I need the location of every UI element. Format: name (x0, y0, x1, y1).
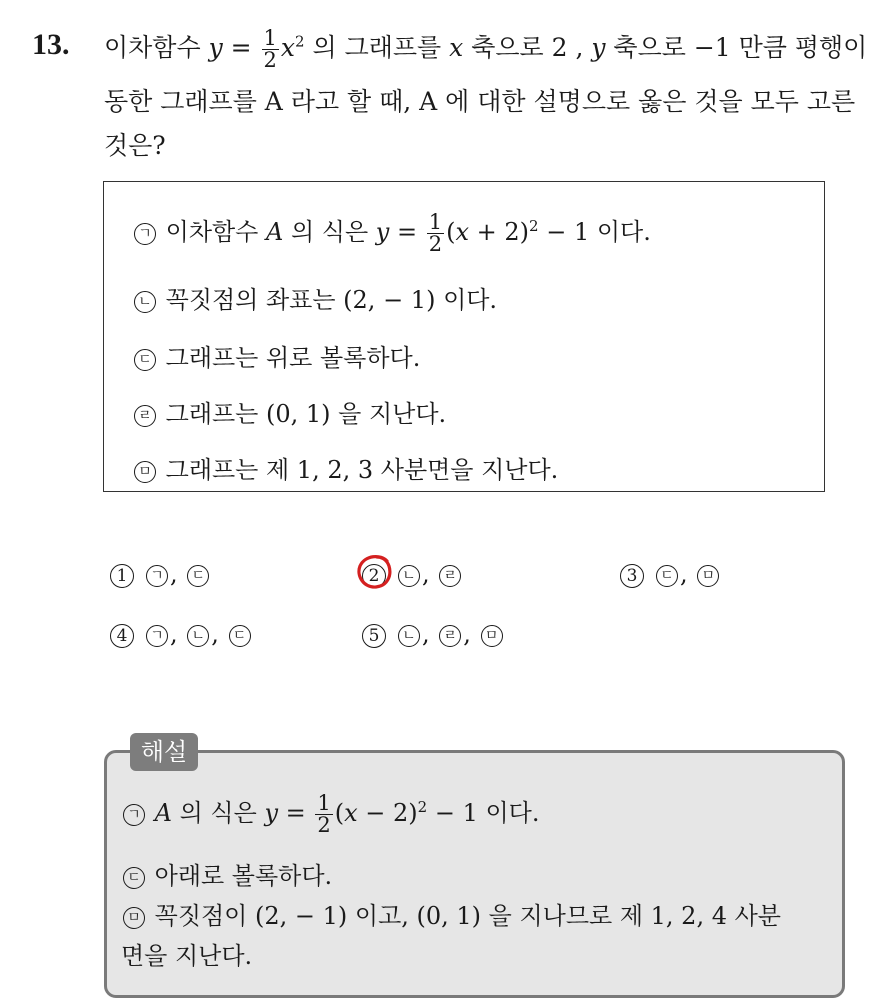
marker-circle: ㄷ (134, 349, 156, 371)
condition-4: ㄹ 그래프는 (0, 1) 을 지난다. (132, 394, 446, 429)
solution-box (104, 750, 845, 998)
question-line-1: 이차함수 y = $\frac{1}{2}$ $x^2$ 의 그래프를 x 축으로 2 , y 축으로 −1 만큼 평행이 (104, 26, 868, 72)
marker-circle: ㄱ (134, 223, 156, 245)
solution-line-2: ㄷ 아래로 볼록하다. (121, 856, 332, 891)
condition-5: ㅁ 그래프는 제 1, 2, 3 사분면을 지난다. (132, 450, 558, 485)
condition-2: ㄴ 꼭짓점의 좌표는 (2, − 1) 이다. (132, 280, 497, 315)
fraction-one-half: $\frac{1}{2}$ (317, 791, 331, 837)
choice-2[interactable]: 2 ㄴ , ㄹ (362, 560, 463, 588)
solution-tag: 해설 (130, 733, 198, 771)
fraction-one-half: $\frac{1}{2}$ (428, 210, 443, 256)
fraction-one-half: $\frac{1}{2}$ (263, 26, 277, 72)
choice-5[interactable]: 5 ㄴ , ㄹ , ㅁ (362, 620, 505, 648)
marker-circle: ㅁ (134, 461, 156, 483)
marker-circle: ㄴ (134, 291, 156, 313)
question-number: 13. (32, 28, 70, 61)
answer-mark-icon (355, 552, 395, 592)
choice-4[interactable]: 4 ㄱ , ㄴ , ㄷ (110, 620, 253, 648)
question-line-2: 동한 그래프를 A 라고 할 때, A 에 대한 설명으로 옳은 것을 모두 고른 (104, 87, 856, 116)
choice-1[interactable]: 1 ㄱ , ㄷ (110, 560, 211, 588)
solution-line-4: 면을 지난다. (121, 942, 253, 970)
question-line-3: 것은? (104, 131, 166, 160)
condition-3: ㄷ 그래프는 위로 볼록하다. (132, 338, 420, 373)
solution-line-3: ㅁ 꼭짓점이 (2, − 1) 이고, (0, 1) 을 지나므로 제 1, 2, 4 사분 (121, 896, 781, 931)
condition-1: ㄱ 이차함수 A 의 식은 y = $\frac{1}{2}$ $(x + 2)^2 - 1$ 이다. (132, 212, 651, 255)
conditions-box (103, 181, 825, 492)
solution-line-1: ㄱ A 의 식은 y = $\frac{1}{2}$ $(x - 2)^2 - 1$ 이다. (121, 793, 540, 836)
choice-3[interactable]: 3 ㄷ , ㅁ (620, 560, 721, 588)
marker-circle: ㄹ (134, 405, 156, 427)
